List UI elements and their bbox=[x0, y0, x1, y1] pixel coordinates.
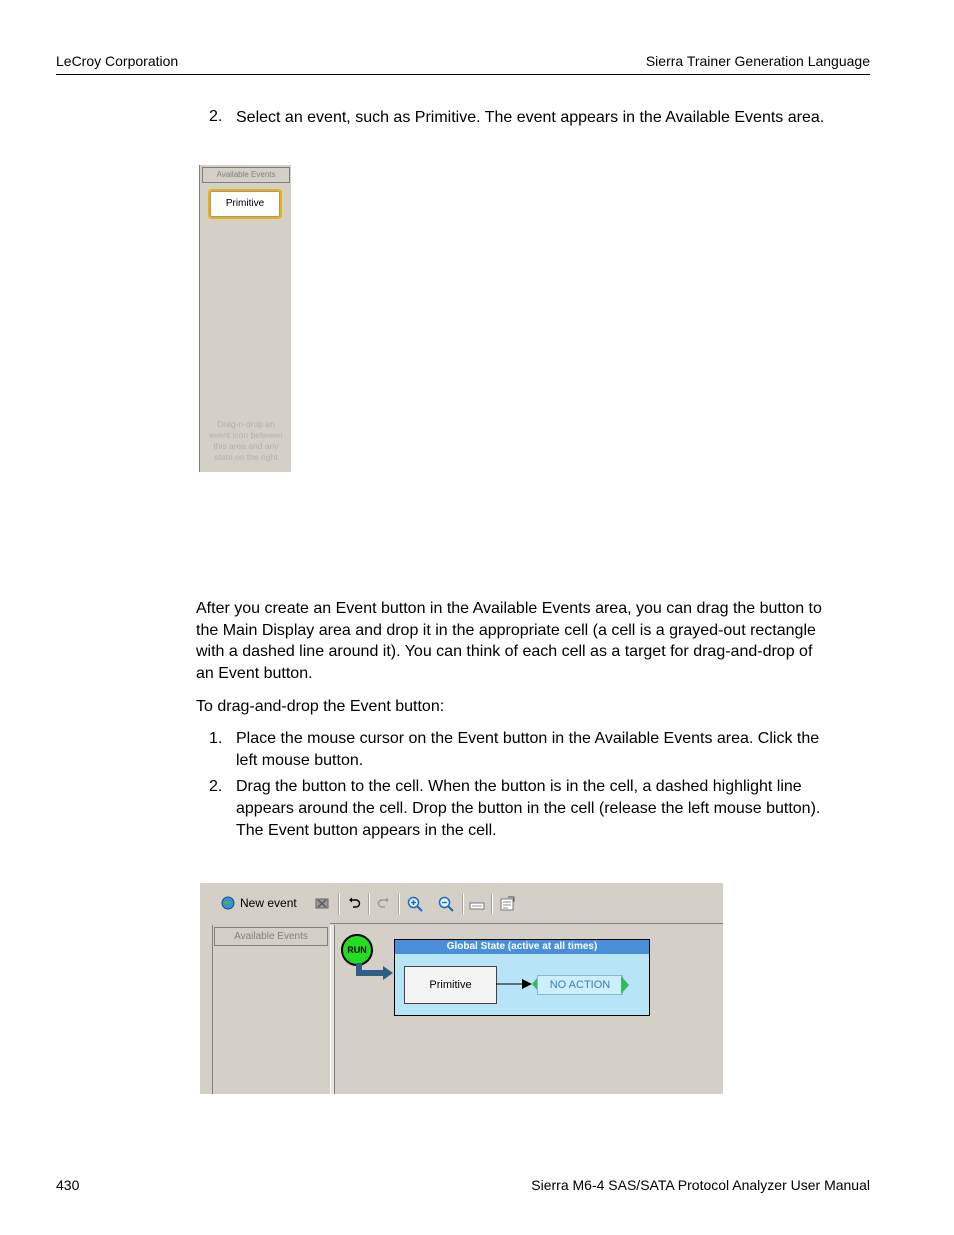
zoom-in-icon[interactable] bbox=[407, 896, 423, 912]
available-events-screenshot bbox=[199, 165, 291, 472]
intro-text: To drag-and-drop the Event button: bbox=[196, 698, 445, 715]
properties-icon[interactable] bbox=[499, 896, 515, 912]
undo-icon[interactable] bbox=[346, 896, 362, 912]
globe-icon[interactable] bbox=[220, 896, 236, 912]
page-number: 430 bbox=[56, 1177, 80, 1193]
state-title: Global State (active at all times) bbox=[395, 940, 649, 954]
available-events-panel bbox=[212, 925, 331, 1094]
new-event-button[interactable]: New event bbox=[240, 896, 297, 910]
step-number: 1. bbox=[209, 730, 223, 747]
fit-icon[interactable] bbox=[469, 896, 485, 912]
footer-title: Sierra M6-4 SAS/SATA Protocol Analyzer User Manual bbox=[531, 1177, 870, 1193]
redo-icon[interactable] bbox=[376, 896, 392, 912]
no-action-button[interactable]: NO ACTION bbox=[537, 975, 623, 995]
display-top-border bbox=[330, 923, 723, 924]
body-paragraph: After you create an Event button in the Available Events area, you can drag the button to the Main Display area and drop it in the appropriate cell (a cell is a grayed-out rectangle with a dashed line around it). You can think of each cell as a target for drag-and-drop of an Event button. bbox=[196, 600, 822, 682]
step-number: 2. bbox=[209, 108, 223, 125]
toolbar-separator bbox=[338, 893, 340, 915]
toolbar-separator bbox=[398, 893, 400, 915]
header-rule bbox=[56, 74, 870, 75]
header-left: LeCroy Corporation bbox=[56, 53, 179, 69]
available-events-header: Available Events bbox=[202, 167, 290, 183]
run-arrow-icon bbox=[355, 963, 397, 993]
step-number: 2. bbox=[209, 778, 223, 795]
delete-icon[interactable] bbox=[314, 896, 330, 912]
header-right: Sierra Trainer Generation Language bbox=[645, 53, 870, 69]
toolbar-separator bbox=[368, 893, 370, 915]
drag-drop-hint: Drag-n-drop an event icon between this area and any state on the right bbox=[209, 419, 283, 462]
primitive-event-button[interactable]: Primitive bbox=[208, 189, 282, 219]
panel-splitter[interactable] bbox=[330, 925, 335, 1094]
run-indicator: RUN bbox=[341, 934, 373, 966]
zoom-out-icon[interactable] bbox=[438, 896, 454, 912]
toolbar-separator bbox=[491, 893, 493, 915]
step-text: Drag the button to the cell. When the button is in the cell, a dashed highlight line appears around the cell. Drop the button in the cell (release the left mouse button). The Event button appears in the cell. bbox=[236, 778, 821, 839]
toolbar bbox=[200, 883, 723, 923]
arrow-right-icon bbox=[496, 976, 540, 992]
step-text: Select an event, such as Primitive. The event appears in the Available Events area. bbox=[236, 109, 825, 126]
toolbar-separator bbox=[462, 893, 464, 915]
global-state-box[interactable] bbox=[394, 939, 650, 1016]
available-events-header: Available Events bbox=[214, 927, 328, 946]
step-text: Place the mouse cursor on the Event button in the Available Events area. Click the left mouse button. bbox=[236, 730, 820, 769]
primitive-event-button[interactable]: Primitive bbox=[404, 966, 497, 1004]
action-end-icon bbox=[621, 975, 631, 995]
main-display-screenshot bbox=[200, 883, 723, 1094]
